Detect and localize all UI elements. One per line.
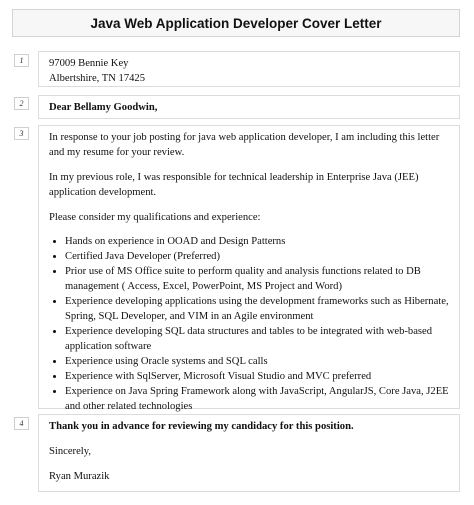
- address-line-2: Albertshire, TN 17425: [49, 73, 146, 84]
- section-number-badge: 3: [14, 127, 29, 140]
- section-number-badge: 4: [14, 417, 29, 430]
- document-title: Java Web Application Developer Cover Letter: [12, 9, 460, 37]
- address-section: [38, 51, 460, 87]
- list-item: • Prior use of MS Office suite to perform quality and analysis functions related to DB management ( Access, Excel, PowerPoint, MS Project and Word): [65, 264, 449, 294]
- body-paragraph-3: Please consider my qualifications and experience:: [49, 212, 261, 223]
- body-section: [38, 125, 460, 412]
- signoff: Sincerely,: [49, 446, 91, 457]
- section-number-badge: 2: [14, 97, 29, 110]
- qualifications-list: [49, 234, 449, 414]
- list-item: • Experience developing SQL data structures and tables to be integrated with web-based application software: [65, 324, 449, 354]
- signature-name: Ryan Murazik: [49, 471, 110, 482]
- list-item: • Experience on Java Spring Framework along with JavaScript, AngularJS, Core Java, J2EE and other related technologies: [65, 384, 449, 414]
- salutation-section: [38, 95, 460, 119]
- address-line-1: 97009 Bennie Key: [49, 58, 129, 69]
- section-number-badge: 1: [14, 54, 29, 67]
- list-item: • Hands on experience in OOAD and Design Patterns: [65, 234, 449, 249]
- list-item: • Experience using Oracle systems and SQL calls: [65, 354, 449, 369]
- list-item: • Certified Java Developer (Preferred): [65, 249, 449, 264]
- list-item: • Experience with SqlServer, Microsoft Visual Studio and MVC preferred: [65, 369, 449, 384]
- closing-section: [38, 414, 460, 492]
- list-item: • Experience developing applications using the development frameworks such as Hibernate, Spring, SQL Developer, and VIM in an Agile environment: [65, 294, 449, 324]
- closing-paragraph: Thank you in advance for reviewing my candidacy for this position.: [49, 421, 354, 432]
- salutation: Dear Bellamy Goodwin,: [49, 102, 158, 113]
- body-paragraph-2: In my previous role, I was responsible for technical leadership in Enterprise Java (JEE) application development.: [49, 172, 419, 198]
- body-paragraph-1: In response to your job posting for java web application developer, I am including this letter and my resume for your review.: [49, 132, 440, 158]
